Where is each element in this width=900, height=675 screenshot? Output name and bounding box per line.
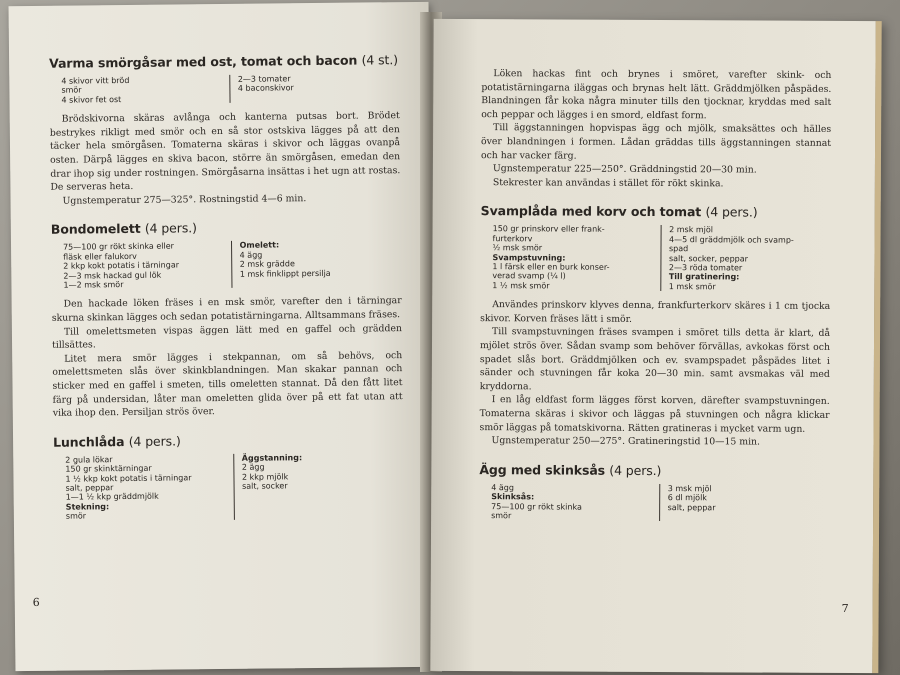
- ingredient-line: 2 kkp mjölk: [241, 471, 289, 482]
- ingredient-line: 4—5 dl gräddmjölk och svamp-: [669, 234, 794, 245]
- right-page-content: [479, 67, 831, 536]
- ingredient-line: 1 msk finklippt persilja: [239, 268, 331, 279]
- ingredient-column-1: [63, 241, 225, 290]
- ingredient-line: 4 ägg: [491, 482, 514, 492]
- instruction-paragraph: Stekrester kan användas i stället för rökt skinka.: [492, 176, 724, 190]
- recipe-title: [51, 218, 401, 237]
- left-page: [9, 2, 436, 671]
- ingredient-column-2: [660, 225, 831, 292]
- recipe-name: Bondomelett: [50, 221, 141, 238]
- recipe-serves: (4 pers.): [128, 433, 181, 449]
- ingredient-list: [491, 483, 829, 522]
- ingredient-subheading: Stekning:: [65, 501, 110, 512]
- ingredient-column-2: [659, 484, 830, 523]
- ingredient-line: 75—100 gr rökt skinka eller: [63, 241, 174, 253]
- ingredient-subheading: Äggstanning:: [241, 452, 303, 463]
- recipe-serves: (4 pers.): [609, 462, 662, 478]
- instruction-paragraph: Brödskivorna skäras avlånga och kanterna putsas bort. Brödet bestrykes rikligt med smör och en så stor ostskiva lägges på att den täcker hela smörgåsen. Tomaterna skäras i skivor och läggas ovanpå osten. Därpå lägges en skiva bacon, större än smörgåsen, emedan den drar ihop sig under rostningen. Smörgåsarna insättas i het ugn att rostas. De serveras heta.: [49, 110, 401, 193]
- ingredient-line: 2 msk grädde: [239, 259, 295, 269]
- ingredient-line: 4 baconskivor: [237, 83, 294, 94]
- ingredient-list: [61, 73, 399, 105]
- ingredient-line: 150 gr prinskorv eller frank-: [492, 224, 605, 235]
- recipe-section: [479, 203, 830, 449]
- recipe-title: [479, 462, 829, 479]
- ingredient-line: salt, peppar: [65, 483, 114, 493]
- instruction-paragraph: Ugnstemperatur 250—275°. Gratineringstid 10—15 min.: [491, 435, 761, 448]
- ingredient-list: [492, 224, 830, 292]
- ingredient-line: 2—3 tomater: [237, 74, 291, 84]
- instruction-paragraph: Till omelettsmeten vispas äggen lätt med en gaffel och grädden tillsättes.: [52, 322, 402, 351]
- ingredient-line: 1 msk smör: [668, 281, 716, 292]
- recipe-serves: (4 pers.): [144, 220, 197, 237]
- recipe-section: [51, 218, 403, 420]
- recipe-serves: (4 pers.): [705, 204, 758, 220]
- instruction-paragraph: I en låg eldfast form lägges först korven, därefter svampstuvningen. Tomaterna skäras i skivor och läggas på stuvningen och några klickar smör läggas på tomatskivorna. Rätten gratineras i mycket varm ugn.: [479, 394, 830, 435]
- ingredient-column-1: [492, 224, 654, 291]
- ingredient-line: smör: [65, 511, 87, 521]
- recipe-title: [481, 203, 831, 220]
- ingredient-line: 4 skivor fet ost: [61, 94, 122, 105]
- ingredient-line: 150 gr skinktärningar: [65, 463, 152, 474]
- ingredient-subheading: Till gratinering:: [668, 272, 740, 282]
- ingredient-line: salt, peppar: [667, 502, 716, 512]
- ingredient-line: 1 l färsk eller en burk konser-: [492, 262, 610, 272]
- ingredient-line: verad svamp (¼ l): [492, 271, 566, 281]
- instruction-paragraph: Litet mera smör lägges i stekpannan, om så behövs, och omelettsmeten slås över skinkblandningen. Man skakar pannan och sticker med en gaffel i smeten, tills omeletten stannat. Då den fått litet färg på undersidan, låter man omeletten glida över på ett fat utan att vika ihop den. Persiljan strös över.: [52, 349, 403, 419]
- instruction-paragraph: Till äggstanningen hopvispas ägg och mjölk, smaksättes och hälles över blandningen i formen. Lådan gräddas tills äggstanningen stannat och har vacker färg.: [480, 122, 832, 162]
- instruction-paragraph: Ugnstemperatur 225—250°. Gräddningstid 20—30 min.: [492, 163, 757, 176]
- ingredient-column-1: [61, 75, 223, 105]
- recipe-section: [49, 52, 401, 208]
- recipe-serves: (4 st.): [361, 52, 399, 68]
- recipe-name: Ägg med skinksås: [479, 461, 606, 478]
- ingredient-line: 1—1 ½ kkp gräddmjölk: [65, 492, 159, 503]
- ingredient-line: salt, socker: [242, 481, 288, 491]
- page-number-right: 7: [841, 601, 849, 616]
- ingredient-line: 1—2 msk smör: [63, 280, 124, 290]
- ingredient-line: 2 msk mjöl: [669, 225, 714, 235]
- ingredient-line: 2 ägg: [241, 462, 265, 472]
- instruction-paragraph: Till svampstuvningen fräses svampen i smöret tills detta är klart, då mjölet strös över. Sådan svamp som behöver förvällas, avkokas först och spadet slås bort. Gräddmjölken och ev. svampspadet påspädes litet i sänder och stuvningen får koka 20—30 min. samt avsmakas väl med kryddorna.: [479, 326, 831, 393]
- ingredient-line: 2—3 röda tomater: [668, 263, 743, 273]
- right-page: [430, 19, 881, 673]
- ingredient-list: [65, 452, 404, 521]
- ingredient-column-1: [491, 483, 653, 521]
- ingredient-line: 4 skivor vitt bröd: [61, 75, 130, 86]
- recipe-title: [49, 52, 399, 71]
- ingredient-column-2: [233, 452, 404, 520]
- recipe-name: Varma smörgåsar med ost, tomat och bacon: [49, 52, 358, 71]
- instruction-paragraph: Löken hackas fint och brynes i smöret, varefter skink- och potatistärningarna iläggas och brynas helt lätt. Gräddmjölken påspädes. Blandningen får koka några minuter tills den tjocknar, kryddas med salt och peppar och lägges i en smord, eldfast form.: [481, 68, 832, 122]
- ingredient-line: ½ msk smör: [492, 243, 543, 253]
- left-page-content: [49, 52, 404, 535]
- ingredient-line: 75—100 gr rökt skinka: [491, 501, 582, 512]
- ingredient-column-1: [65, 454, 227, 522]
- ingredient-column-2: [231, 239, 402, 288]
- page-number-left: 6: [32, 595, 40, 609]
- ingredient-column-2: [229, 73, 400, 103]
- ingredient-subheading: Omelett:: [239, 240, 280, 251]
- ingredient-line: 3 msk mjöl: [667, 483, 712, 494]
- continued-instructions: [481, 67, 832, 191]
- ingredient-line: 2 gula lökar: [65, 454, 113, 465]
- ingredient-line: furterkorv: [492, 233, 533, 244]
- ingredient-subheading: Svampstuvning:: [492, 252, 566, 263]
- ingredient-line: smör: [61, 85, 82, 96]
- ingredient-list: [63, 239, 401, 290]
- instruction-paragraph: Ugnstemperatur 275—325°. Rostningstid 4—6 min.: [62, 192, 307, 207]
- instruction-paragraph: Användes prinskorv klyves denna, frankfurterkorv skäres i 1 cm tjocka skivor. Korven fräses lätt i smör.: [480, 299, 831, 325]
- ingredient-subheading: Skinksås:: [491, 492, 535, 502]
- recipe-name: Svamplåda med korv och tomat: [480, 203, 702, 220]
- ingredient-line: 4 ägg: [239, 250, 263, 260]
- instruction-paragraph: Den hackade löken fräses i en msk smör, varefter den i tärningar skurna skinkan lägges och sedan potatistärningarna. Alltsammans fräses.: [51, 295, 402, 324]
- ingredient-line: 1 ½ msk smör: [492, 280, 550, 291]
- ingredient-line: fläsk eller falukorv: [63, 251, 137, 262]
- recipe-section: [53, 431, 404, 522]
- ingredient-line: 2 kkp kokt potatis i tärningar: [63, 260, 180, 271]
- ingredient-line: salt, socker, peppar: [668, 253, 748, 264]
- recipe-title: [53, 431, 403, 450]
- ingredient-line: 6 dl mjölk: [667, 493, 707, 503]
- ingredient-line: 1 ½ kkp kokt potatis i tärningar: [65, 472, 192, 484]
- ingredient-line: smör: [491, 511, 512, 521]
- ingredient-line: 2—3 msk hackad gul lök: [63, 270, 162, 281]
- recipe-name: Lunchlåda: [53, 433, 125, 450]
- ingredient-line: spad: [668, 244, 689, 254]
- recipe-section: [479, 462, 829, 522]
